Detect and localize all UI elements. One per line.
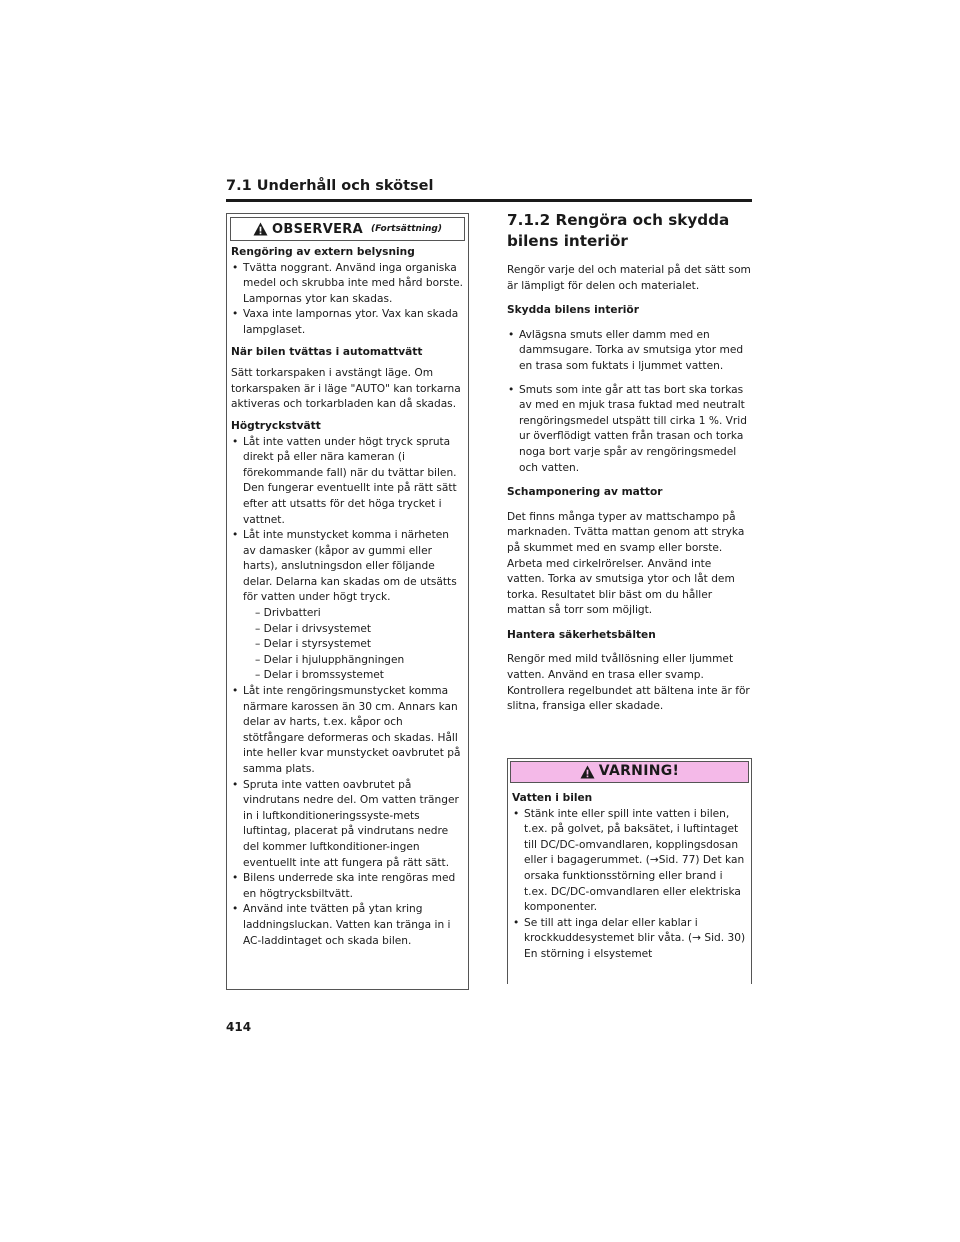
sub-heading: Schamponering av mattor (507, 486, 663, 499)
list-item-text: Låt inte munstycket komma i närheten av damasker (kåpor av gummi eller harts), anslutningsdon eller följande delar. Delarna kan skadas om de utsätts för vatten under högt tryck. (243, 529, 457, 604)
list-item: • Vaxa inte lampornas ytor. Vax kan skada lampglaset. (231, 307, 464, 338)
sub-heading: Skydda bilens interiör (507, 304, 639, 317)
warning-box (507, 758, 752, 984)
header-rule (226, 199, 752, 202)
paragraph: Rengör varje del och material på det sätt som är lämpligt för delen och materialet. (507, 264, 751, 292)
sub-item: – Delar i drivsystemet (255, 622, 372, 635)
sub-heading: Hantera säkerhetsbälten (507, 628, 656, 641)
sub-item: – Drivbatteri (255, 607, 321, 620)
paragraph: Sätt torkarspaken i avstängt läge. Om torkarspaken är i läge "AUTO" kan torkarna aktiveras och torkarbladen kan då skadas. (231, 367, 461, 411)
notice-subtitle: (Fortsättning) (370, 224, 442, 234)
notice-title: OBSERVERA (272, 221, 363, 237)
list-item: • Använd inte tvätten på ytan kring laddningsluckan. Vatten kan tränga in i AC-laddintaget och skada bilen. (231, 902, 464, 949)
page-number: 414 (226, 1020, 252, 1034)
notice-box (226, 213, 469, 990)
block-heading: När bilen tvättas i automattvätt (231, 345, 423, 358)
block-heading: Högtryckstvätt (231, 419, 321, 432)
section-header: 7.1 Underhåll och skötsel (226, 178, 434, 194)
list-item: • Tvätta noggrant. Använd inga organiska medel och skrubba inte med hård borste. Lampornas ytor kan skadas. (231, 261, 464, 308)
list-item: • Se till att inga delar eller kablar i krockkuddesystemet blir våta. (→ Sid. 30) En störning i elsystemet (512, 916, 747, 963)
warning-header (510, 761, 749, 783)
right-column (507, 210, 752, 724)
block-heading: Rengöring av extern belysning (231, 246, 415, 258)
list-item: • Smuts som inte går att tas bort ska torkas av med en mjuk trasa fuktad med neutralt rengöringsmedel utspätt till cirka 1 %. Vrid ur överflödigt vatten från trasan och torka noga bort varje spår av rengöringsmedel och vatten. (507, 383, 752, 477)
bullet-list (231, 261, 464, 339)
sub-item: – Delar i bromssystemet (255, 669, 384, 682)
bullet-list (231, 435, 464, 950)
warning-body (508, 783, 751, 963)
list-item: • Bilens underrede ska inte rengöras med en högtrycksbiltvätt. (231, 871, 464, 902)
paragraph: Det finns många typer av mattschampo på marknaden. Tvätta mattan genom att stryka på skummet med en svamp eller borste. Arbeta med cirkelrörelser. Använd inte vatten. Torka av smutsiga ytor och låt dem torka. Resultatet blir bäst om du håller mattan så torr som möjligt. (507, 510, 745, 617)
warning-triangle-icon (253, 222, 268, 236)
bullet-list (507, 328, 752, 476)
warning-title: VARNING! (598, 763, 680, 780)
notice-header (230, 217, 465, 241)
list-item (231, 528, 464, 684)
sub-item: – Delar i hjulupphängningen (255, 653, 405, 666)
list-item: • Låt inte vatten under högt tryck spruta direkt på eller nära kameran (i förekommande fall) när du tvättar bilen. Den fungerar eventuellt inte på rätt sätt efter att utsatts för det höga trycket i vattnet. (231, 435, 464, 529)
sub-item: – Delar i styrsystemet (255, 638, 372, 651)
bullet-list (512, 807, 747, 963)
warning-triangle-icon (580, 765, 595, 779)
list-item: • Avlägsna smuts eller damm med en dammsugare. Torka av smutsiga ytor med en trasa som fuktats i ljummet vatten. (507, 328, 752, 375)
block-heading: Vatten i bilen (512, 792, 593, 804)
list-item: • Låt inte rengöringsmunstycket komma närmare karossen än 30 cm. Annars kan delar av harts, t.ex. kåpor och stötfångare deformeras och skadas. Håll inte heller kvar munstycket oavbrutet på samma plats. (231, 684, 464, 778)
list-item: • Stänk inte eller spill inte vatten i bilen, t.ex. på golvet, på baksätet, i luftintaget till DC/DC-omvandlaren, kopplingsdosan eller i bagagerummet. (→Sid. 77) Det kan orsaka funktionsstörning eller brand i t.ex. DC/DC-omvandlaren eller elektriska komponenter. (512, 807, 747, 916)
list-item: • Spruta inte vatten oavbrutet på vindrutans nedre del. Om vatten tränger in i luftkonditioneringssyste-mets luftintag, placerat på vindrutans nedre del kommer luftkonditioner-ingen eventuellt inte att fungera på rätt sätt. (231, 778, 464, 872)
section-title: 7.1.2 Rengöra och skydda bilens interiör (507, 211, 730, 250)
paragraph: Rengör med mild tvållösning eller ljummet vatten. Använd en trasa eller svamp. Kontrollera regelbundet att bältena inte är för slitna, fransiga eller skadade. (507, 653, 750, 713)
notice-body (227, 241, 468, 949)
